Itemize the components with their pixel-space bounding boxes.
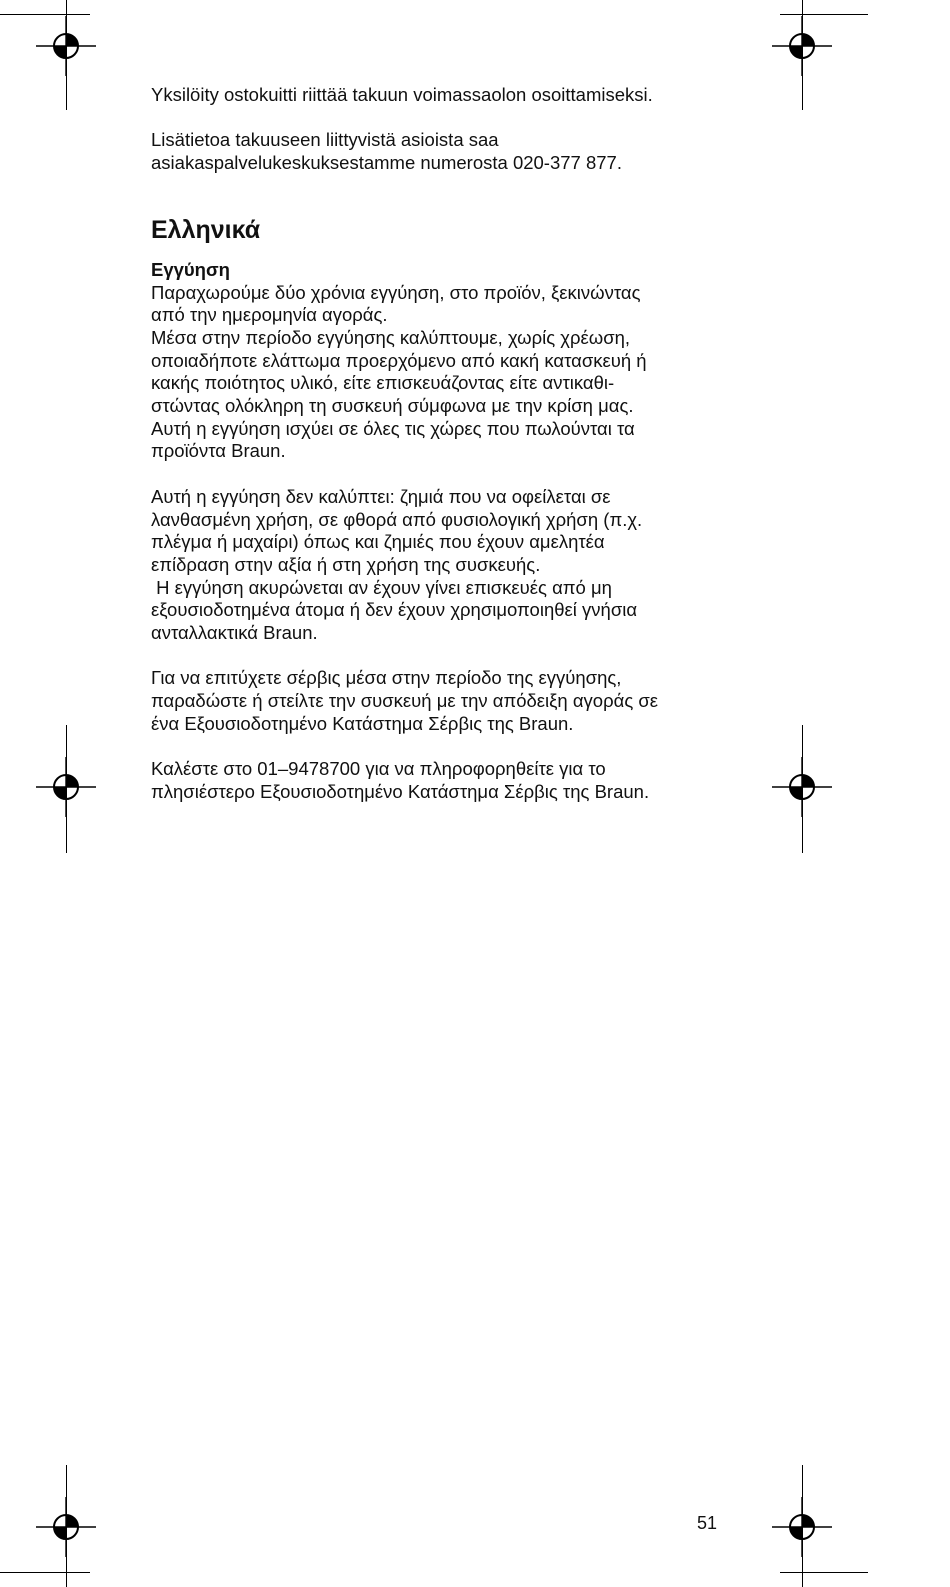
crop-line [0, 1572, 90, 1573]
text-line: Καλέστε στο 01–9478700 για να πληροφορηθείτε για το [151, 758, 606, 780]
greek-paragraph-3 [151, 667, 771, 735]
text-line: Μέσα στην περίοδο εγγύησης καλύπτουμε, χωρίς χρέωση, [151, 326, 631, 348]
crop-line [802, 0, 803, 110]
text-line: Για να επιτύχετε σέρβις μέσα στην περίοδο της εγγύησης, [151, 667, 622, 689]
crop-line [0, 14, 90, 15]
greek-paragraph-1 [151, 282, 771, 464]
text-line: asiakaspalvelukeskuksestamme numerosta 020-377 877. [151, 152, 622, 174]
greek-paragraph-2 [151, 486, 771, 645]
text-line: Αυτή η εγγύηση ισχύει σε όλες τις χώρες που πωλούνται τα [151, 417, 635, 439]
text-line: στώντας ολόκληρη τη συσκευή σύμφωνα με την κρίση μας. [151, 395, 634, 417]
text-line: προϊόντα Braun. [151, 440, 286, 462]
crop-line [66, 1465, 67, 1587]
greek-paragraph-4 [151, 758, 771, 803]
crop-line [780, 14, 868, 15]
crop-line [802, 1465, 803, 1587]
text-line: κακής ποιότητος υλικό, είτε επισκευάζοντας είτε αντικαθι- [151, 372, 615, 394]
language-heading: Ελληνικά [151, 215, 261, 244]
text-line: Η εγγύηση ακυρώνεται αν έχουν γίνει επισκευές από μη [151, 576, 612, 598]
text-line: Παραχωρούμε δύο χρόνια εγγύηση, στο προϊόν, ξεκινώντας [151, 281, 641, 303]
text-line: Αυτή η εγγύηση δεν καλύπτει: ζημιά που να οφείλεται σε [151, 485, 611, 507]
text-line: Lisätietoa takuuseen liittyvistä asioista saa [151, 129, 499, 151]
text-line: παραδώστε ή στείλτε την συσκευή με την απόδειξη αγοράς σε [151, 690, 659, 712]
page-number: 51 [697, 1513, 718, 1533]
text-line: από την ημερομηνία αγοράς. [151, 304, 388, 326]
crop-line [802, 725, 803, 853]
text-line: επίδραση στην αξία ή στη χρήση της συσκευής. [151, 553, 541, 575]
text-line: πλέγμα ή μαχαίρι) όπως και ζημιές που έχουν αμελητέα [151, 531, 605, 553]
text-line: λανθασμένη χρήση, σε φθορά από φυσιολογική χρήση (π.χ. [151, 508, 643, 530]
page-content [151, 84, 771, 804]
text-line: ένα Εξουσιοδοτημένο Κατάστημα Σέρβις της Braun. [151, 712, 574, 734]
text-line: Yksilöity ostokuitti riittää takuun voimassaolon osoittamiseksi. [151, 84, 653, 105]
text-line: οποιαδήποτε ελάττωμα προερχόμενο από κακή κατασκευή ή [151, 349, 647, 371]
text-line: πλησιέστερο Εξουσιοδοτημένο Κατάστημα Σέρβις της Braun. [151, 780, 650, 802]
finnish-paragraph-1 [151, 84, 771, 107]
crop-line [780, 1572, 868, 1573]
crop-line [66, 725, 67, 853]
finnish-paragraph-2 [151, 129, 771, 174]
crop-line [66, 0, 67, 110]
text-line: ανταλλακτικά Braun. [151, 622, 318, 644]
section-subheading: Εγγύηση [151, 258, 230, 280]
text-line: εξουσιοδοτημένα άτομα ή δεν έχουν χρησιμοποιηθεί γνήσια [151, 599, 638, 621]
